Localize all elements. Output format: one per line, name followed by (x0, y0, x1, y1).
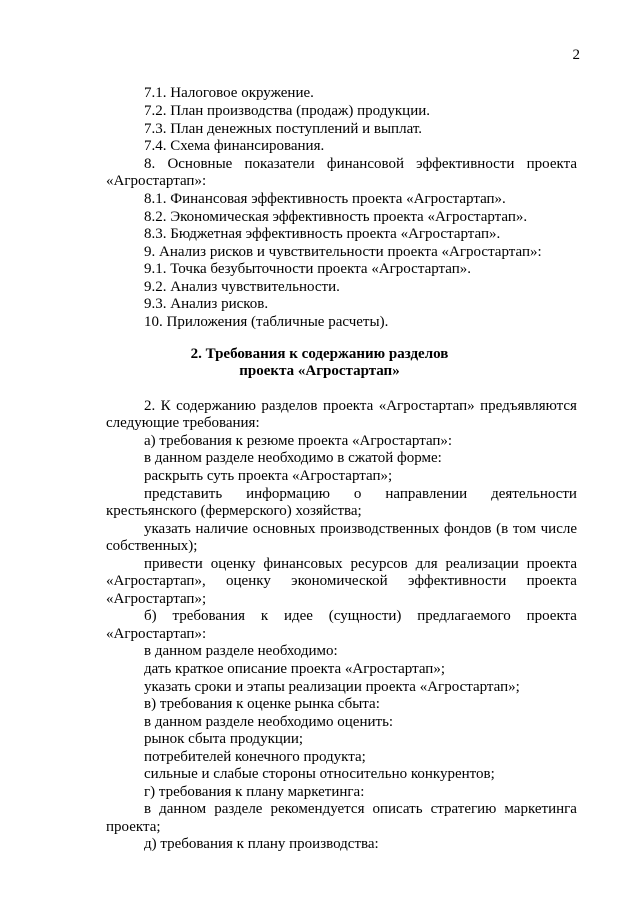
paragraph-line: крестьянского (фермерского) хозяйства; (106, 503, 362, 519)
word: «Агростартап» (378, 398, 475, 414)
word: данном (159, 801, 207, 817)
section-title: 2. Требования к содержанию разделов (190, 346, 449, 362)
word: разделов (261, 398, 318, 414)
toc-item: 8.3. Бюджетная эффективность проекта «Агростартап». (144, 226, 501, 242)
word: Основные (167, 156, 233, 172)
word: содержанию (176, 398, 256, 414)
word: направлении (385, 486, 468, 502)
paragraph-line: в) требования к оценке рынка сбыта: (144, 696, 380, 712)
word: эффективности (416, 156, 515, 172)
toc-item: 9.1. Точка безубыточности проекта «Агростартап». (144, 261, 472, 277)
word: информацию (246, 486, 330, 502)
word: производственных (320, 521, 440, 537)
word: фондов (443, 521, 492, 537)
toc-item: 9. Анализ рисков и чувствительности проекта «Агростартап»: (144, 244, 542, 260)
word: о (353, 486, 362, 502)
toc-item: 7.3. План денежных поступлений и выплат. (144, 121, 423, 137)
paragraph-line: проекта; (106, 819, 161, 835)
word: финансовых (263, 556, 343, 572)
word: в (144, 801, 152, 817)
toc-item: 7.2. План производства (продаж) продукции. (144, 103, 431, 119)
paragraph-line: «Агростартап»: (106, 626, 207, 642)
paragraph-line: потребителей конечного продукта; (144, 749, 366, 765)
word: описать (372, 801, 423, 817)
word: проекта (526, 556, 577, 572)
word: оценку (210, 556, 256, 572)
paragraph-line: дать краткое описание проекта «Агростартап»; (144, 661, 446, 677)
word: маркетинга (504, 801, 577, 817)
paragraph-line: «Агростартап»; (106, 591, 207, 607)
paragraph-line: рынок сбыта продукции; (144, 731, 304, 747)
paragraph-line: г) требования к плану маркетинга: (144, 784, 365, 800)
word: к (260, 608, 269, 624)
word: предъявляются (480, 398, 577, 414)
section-subtitle: проекта «Агростартап» (239, 363, 400, 379)
toc-item: 8.1. Финансовая эффективность проекта «Агростартап». (144, 191, 506, 207)
paragraph-line (144, 608, 577, 625)
paragraph-line (144, 556, 577, 573)
paragraph-line (144, 398, 577, 415)
toc-item: 7.1. Налоговое окружение. (144, 85, 314, 101)
paragraph-line: а) требования к резюме проекта «Агростартап»: (144, 433, 453, 449)
toc-item: 9.2. Анализ чувствительности. (144, 279, 340, 295)
word: (в (496, 521, 509, 537)
word: проекта (526, 573, 577, 589)
word: идее (283, 608, 313, 624)
paragraph-line (106, 573, 577, 590)
paragraph-line (144, 521, 577, 538)
toc-item: 10. Приложения (табличные расчеты). (144, 314, 389, 330)
word: проекта (526, 608, 577, 624)
paragraph-line: в данном разделе необходимо оценить: (144, 714, 394, 730)
toc-item: 9.3. Анализ рисков. (144, 296, 269, 312)
word: наличие (195, 521, 249, 537)
word: стратегию (430, 801, 497, 817)
word: 8. (144, 156, 156, 172)
word: оценку (226, 573, 271, 589)
word: числе (540, 521, 577, 537)
paragraph-line: в данном разделе необходимо в сжатой форме: (144, 450, 442, 466)
word: проекта (526, 156, 577, 172)
word: проекта (322, 398, 374, 414)
word: для (415, 556, 438, 572)
word: разделе (214, 801, 263, 817)
word: «Агростартап», (106, 573, 206, 589)
paragraph-line: собственных); (106, 538, 198, 554)
word: б) (144, 608, 157, 624)
word: представить (144, 486, 223, 502)
page-number: 2 (572, 47, 580, 63)
word: 2. (144, 398, 156, 414)
word: предлагаемого (417, 608, 511, 624)
paragraph-line: сильные и слабые стороны относительно конкурентов; (144, 766, 495, 782)
paragraph-line (144, 486, 577, 503)
toc-item (144, 156, 577, 173)
word: указать (144, 521, 191, 537)
word: финансовой (326, 156, 404, 172)
word: эффективности (408, 573, 507, 589)
word: привести (144, 556, 203, 572)
paragraph-line (144, 801, 577, 818)
word: экономической (291, 573, 388, 589)
toc-item: 7.4. Схема финансирования. (144, 138, 325, 154)
word: основных (252, 521, 316, 537)
word: реализации (445, 556, 519, 572)
paragraph-line: раскрыть суть проекта «Агростартап»; (144, 468, 393, 484)
word: ресурсов (350, 556, 408, 572)
paragraph-line: указать сроки и этапы реализации проекта «Агростартап»; (144, 679, 520, 695)
word: деятельности (491, 486, 577, 502)
paragraph-line: д) требования к плану производства: (144, 836, 379, 852)
word: К (160, 398, 171, 414)
toc-item: 8.2. Экономическая эффективность проекта «Агростартап». (144, 209, 528, 225)
toc-item: «Агростартап»: (106, 173, 207, 189)
paragraph-line: следующие требования: (106, 415, 260, 431)
word: требования (172, 608, 245, 624)
word: том (512, 521, 536, 537)
word: показатели (244, 156, 315, 172)
word: (сущности) (328, 608, 402, 624)
word: рекомендуется (270, 801, 365, 817)
paragraph-line: в данном разделе необходимо: (144, 643, 338, 659)
